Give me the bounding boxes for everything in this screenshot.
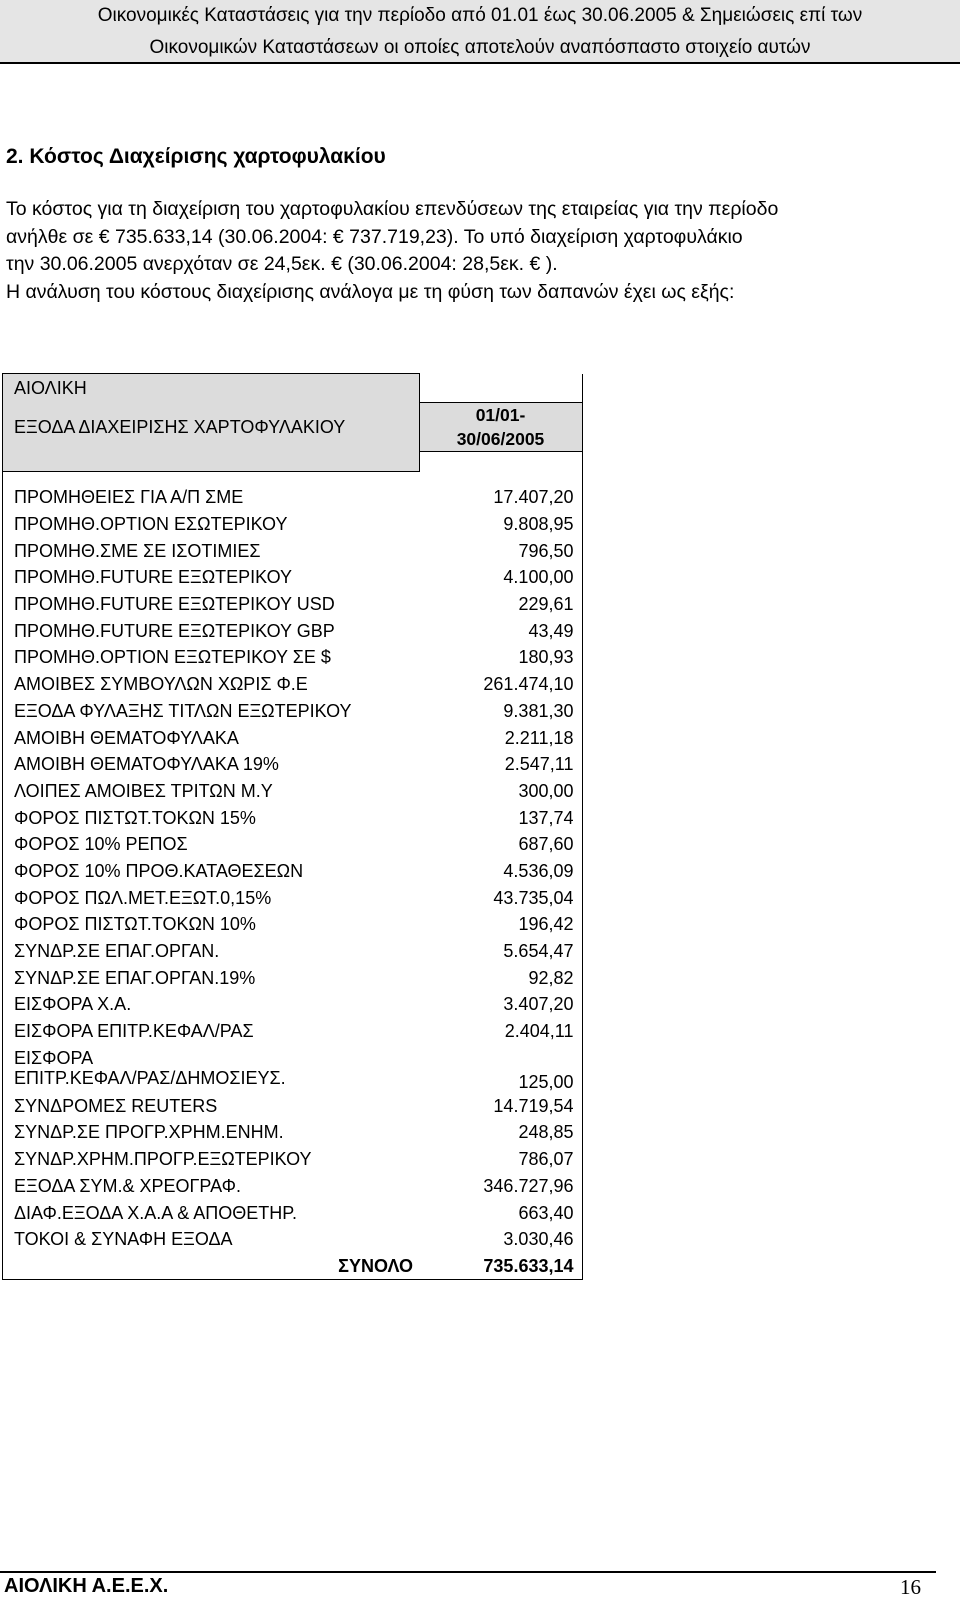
row-label: [3, 591, 420, 618]
row-value: 663,40: [419, 1199, 582, 1226]
row-value: 687,60: [419, 831, 582, 858]
header-line-1: Οικονομικές Καταστάσεις για την περίοδο από 01.01 έως 30.06.2005 & Σημειώσεις επί των: [97, 5, 863, 26]
row-value: 92,82: [419, 964, 582, 991]
row-label: [3, 724, 420, 751]
row-value: 180,93: [419, 644, 582, 671]
row-label-text: ΣΥΝΔΡ.ΣΕ ΠΡΟΓΡ.ΧΡΗΜ.ΕΝΗΜ.: [14, 1122, 284, 1143]
table-row: [3, 804, 583, 831]
row-label-text: ΠΡΟΜΗΘΕΙΕΣ ΓΙΑ Α/Π ΣΜΕ: [14, 487, 244, 508]
row-label: [3, 537, 420, 564]
row-value: 4.536,09: [419, 858, 582, 885]
row-value: 796,50: [419, 537, 582, 564]
table-row: [3, 858, 583, 885]
period-line-2: 30/06/2005: [456, 428, 545, 449]
row-label-text: ΣΥΝΔΡ.ΣΕ ΕΠΑΓ.ΟΡΓΑΝ.: [14, 941, 220, 962]
table-header-row: [3, 402, 583, 451]
table-row: [3, 911, 583, 938]
row-label-text: ΦΟΡΟΣ 10% ΡΕΠΟΣ: [14, 834, 188, 855]
row-label: [3, 1146, 420, 1173]
table-row: [3, 751, 583, 778]
row-label-text: ΕΙΣΦΟΡΑ: [14, 1048, 94, 1069]
row-label-text: ΔΙΑΦ.ΕΞΟΔΑ Χ.Α.Α & ΑΠΟΘΕΤΗΡ.: [14, 1202, 297, 1223]
row-label: [3, 484, 420, 511]
total-value: 735.633,14: [419, 1253, 582, 1280]
table-row: [3, 1044, 583, 1092]
row-label: [3, 1199, 420, 1226]
row-value: 3.030,46: [419, 1226, 582, 1253]
row-label: [3, 778, 420, 805]
row-label: [3, 698, 420, 725]
row-label-text: ΑΜΟΙΒΗ ΘΕΜΑΤΟΦΥΛΑΚΑ: [14, 727, 239, 748]
row-label-text: ΑΜΟΙΒΗ ΘΕΜΑΤΟΦΥΛΑΚΑ 19%: [14, 754, 279, 775]
row-value: 9.381,30: [419, 698, 582, 725]
table-row: [3, 1199, 583, 1226]
table-row: [3, 831, 583, 858]
row-label: [3, 617, 420, 644]
row-label-text: ΑΜΟΙΒΕΣ ΣΥΜΒΟΥΛΩΝ ΧΩΡΙΣ Φ.Ε: [14, 674, 308, 695]
row-label-text: ΦΟΡΟΣ 10% ΠΡΟΘ.ΚΑΤΑΘΕΣΕΩΝ: [14, 860, 304, 881]
table-subtitle: ΕΞΟΔΑ ΔΙΑΧΕΙΡΙΣΗΣ ΧΑΡΤΟΦΥΛΑΚΙΟΥ: [3, 402, 420, 451]
table-header-row: [3, 451, 583, 472]
row-label-text: ΠΡΟΜΗΘ.FUTURE ΕΞΩΤΕΡΙΚΟΥ USD: [14, 594, 335, 615]
table-row: [3, 991, 583, 1018]
table-row: [3, 724, 583, 751]
table-row: [3, 511, 583, 538]
table-row: [3, 564, 583, 591]
row-label: [3, 911, 420, 938]
row-label: [3, 1226, 420, 1253]
row-label: [3, 1018, 420, 1045]
paragraph-line: ανήλθε σε € 735.633,14 (30.06.2004: € 737.719,23). Το υπό διαχείριση χαρτοφυλάκιο: [6, 225, 743, 248]
footer-company: ΑΙΟΛΙΚΗ Α.Ε.Ε.Χ.: [4, 1575, 169, 1597]
row-label-text: ΣΥΝΔΡΟΜΕΣ REUTERS: [14, 1095, 218, 1116]
row-value: 229,61: [419, 591, 582, 618]
row-label: [3, 991, 420, 1018]
period-line-1: 01/01-: [475, 404, 526, 425]
row-label-text: ΤΟΚΟΙ & ΣΥΝΑΦΗ ΕΞΟΔΑ: [14, 1229, 233, 1250]
table-row: [3, 884, 583, 911]
paragraph-line: Η ανάλυση του κόστους διαχείρισης ανάλογα με τη φύση των δαπανών έχει ως εξής:: [6, 280, 735, 303]
table-row: [3, 698, 583, 725]
row-value: 346.727,96: [419, 1173, 582, 1200]
row-value: 786,07: [419, 1146, 582, 1173]
header-line-2: Οικονομικών Καταστάσεων οι οποίες αποτελούν αναπόσπαστο στοιχείο αυτών: [149, 37, 811, 58]
row-label-text: ΠΡΟΜΗΘ.ΟΡΤΙΟΝ ΕΣΩΤΕΡΙΚΟΥ: [14, 514, 288, 535]
row-value: 43.735,04: [419, 884, 582, 911]
row-label: [3, 884, 420, 911]
table-company-label: ΑΙΟΛΙΚΗ: [3, 374, 420, 403]
table-row: [3, 1146, 583, 1173]
row-label-text: ΠΡΟΜΗΘ.FUTURE ΕΞΩΤΕΡΙΚΟΥ GBP: [14, 620, 335, 641]
row-label-text-2: ΕΠΙΤΡ.ΚΕΦΑΛ/ΡΑΣ/ΔΗΜΟΣΙΕΥΣ.: [14, 1068, 286, 1089]
paragraph-line: την 30.06.2005 ανερχόταν σε 24,5εκ. € (30.06.2004: 28,5εκ. € ).: [6, 253, 558, 276]
row-label-text: ΣΥΝΔΡ.ΧΡΗΜ.ΠΡΟΓΡ.ΕΞΩΤΕΡΙΚΟΥ: [14, 1149, 312, 1170]
table-row: [3, 938, 583, 965]
row-value: 3.407,20: [419, 991, 582, 1018]
table-row: [3, 1226, 583, 1253]
paragraph-line: Το κόστος για τη διαχείριση του χαρτοφυλακίου επενδύσεων της εταιρείας για την περίοδο: [6, 198, 779, 220]
table-row: [3, 617, 583, 644]
total-label: ΣΥΝΟΛΟ: [3, 1253, 420, 1280]
row-label: [3, 671, 420, 698]
row-value: 2.211,18: [419, 724, 582, 751]
page-header: [0, 0, 960, 64]
row-label: [3, 1092, 420, 1119]
row-label-text: ΕΞΟΔΑ ΣΥΜ.& ΧΡΕΟΓΡΑΦ.: [14, 1175, 241, 1196]
row-value: 2.547,11: [419, 751, 582, 778]
row-label: [3, 564, 420, 591]
period-header: [419, 402, 582, 451]
row-value: 261.474,10: [419, 671, 582, 698]
row-label: [3, 751, 420, 778]
row-value: 300,00: [419, 778, 582, 805]
row-label-text: ΕΙΣΦΟΡΑ ΕΠΙΤΡ.ΚΕΦΑΛ/ΡΑΣ: [14, 1021, 254, 1042]
section-paragraph: [6, 196, 956, 306]
section-title: 2. Κόστος Διαχείρισης χαρτοφυλακίου: [6, 145, 386, 168]
table-row: [3, 671, 583, 698]
row-label-text: ΠΡΟΜΗΘ.ΣΜΕ ΣΕ ΙΣΟΤΙΜΙΕΣ: [14, 540, 261, 561]
row-label-text: ΦΟΡΟΣ ΠΙΣΤΩΤ.ΤΟΚΩΝ 15%: [14, 807, 256, 828]
row-label: [3, 858, 420, 885]
row-value: 248,85: [419, 1119, 582, 1146]
table-row: [3, 1018, 583, 1045]
row-value: 2.404,11: [419, 1018, 582, 1045]
row-value: 4.100,00: [419, 564, 582, 591]
row-label: [3, 511, 420, 538]
footer-rule: [0, 1571, 936, 1573]
row-label-text: ΠΡΟΜΗΘ.FUTURE ΕΞΩΤΕΡΙΚΟΥ: [14, 567, 293, 588]
table-row: [3, 537, 583, 564]
row-label-text: ΣΥΝΔΡ.ΣΕ ΕΠΑΓ.ΟΡΓΑΝ.19%: [14, 967, 256, 988]
row-label-text: ΦΟΡΟΣ ΠΙΣΤΩΤ.ΤΟΚΩΝ 10%: [14, 914, 256, 935]
table-row: [3, 964, 583, 991]
row-label-text: ΛΟΙΠΕΣ ΑΜΟΙΒΕΣ ΤΡΙΤΩΝ Μ.Υ: [14, 780, 273, 801]
row-label: [3, 1044, 420, 1092]
row-label-text: ΕΞΟΔΑ ΦΥΛΑΞΗΣ ΤΙΤΛΩΝ ΕΞΩΤΕΡΙΚΟΥ: [14, 700, 352, 721]
table-row: [3, 1092, 583, 1119]
row-label: [3, 938, 420, 965]
row-value: 17.407,20: [419, 484, 582, 511]
table-row: [3, 644, 583, 671]
row-value: 5.654,47: [419, 938, 582, 965]
row-label-text: ΕΙΣΦΟΡΑ Χ.Α.: [14, 994, 132, 1015]
table-header-row: [3, 374, 583, 403]
table-row: [3, 591, 583, 618]
row-value: 43,49: [419, 617, 582, 644]
table-row: [3, 778, 583, 805]
row-label: [3, 644, 420, 671]
expenses-table: [2, 373, 583, 1280]
row-label: [3, 804, 420, 831]
page-number: 16: [900, 1575, 921, 1599]
table-row: [3, 1119, 583, 1146]
row-value: 196,42: [419, 911, 582, 938]
row-value: 137,74: [419, 804, 582, 831]
total-row: [3, 1253, 583, 1280]
table-row: [3, 1173, 583, 1200]
row-label: [3, 1173, 420, 1200]
row-label-text: ΠΡΟΜΗΘ.ΟΡΤΙΟΝ ΕΞΩΤΕΡΙΚΟΥ ΣΕ $: [14, 647, 331, 668]
row-label: [3, 831, 420, 858]
row-label: [3, 1119, 420, 1146]
row-value: 9.808,95: [419, 511, 582, 538]
row-value: 14.719,54: [419, 1092, 582, 1119]
row-value: 125,00: [419, 1044, 582, 1092]
row-label-text: ΦΟΡΟΣ ΠΩΛ.ΜΕΤ.ΕΞΩΤ.0,15%: [14, 887, 272, 908]
table-row: [3, 484, 583, 511]
row-label: [3, 964, 420, 991]
